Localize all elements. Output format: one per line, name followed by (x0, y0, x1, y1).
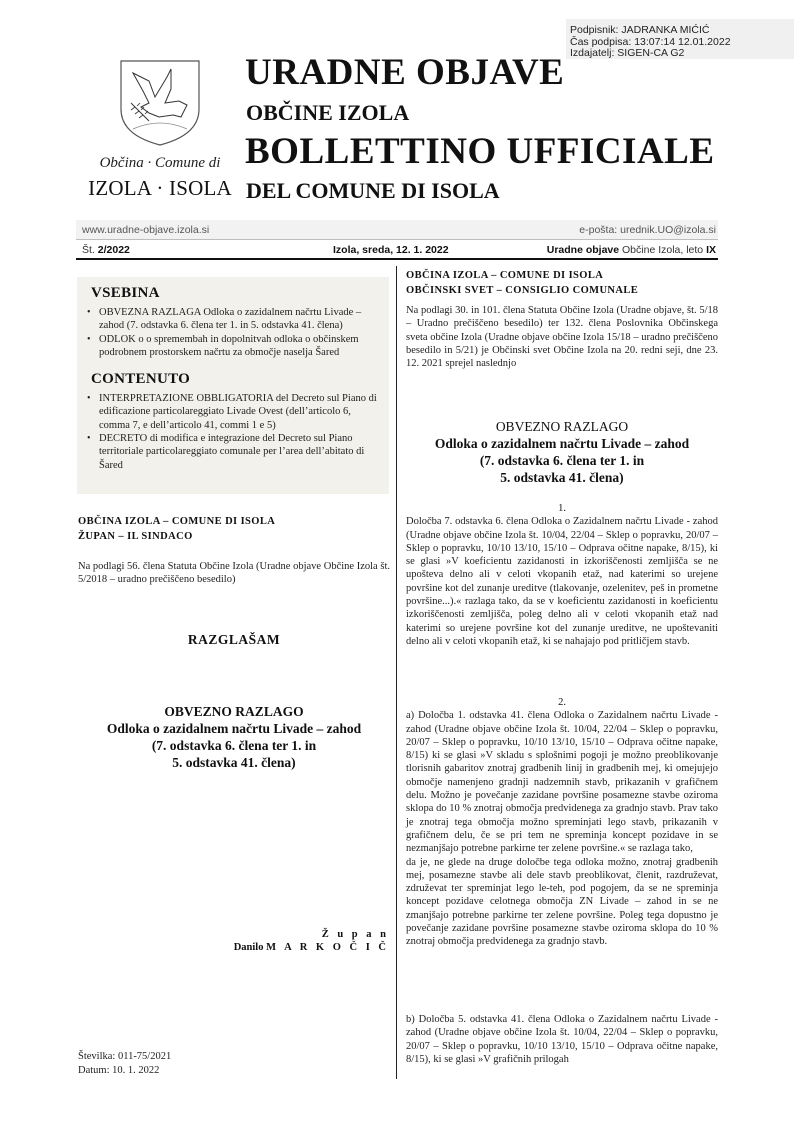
toc-item[interactable]: • INTERPRETAZIONE OBBLIGATORIA del Decreto sul Piano di edificazione particolareggiato Livade Ovest (dell’articolo 6, comma 7, e dell’articolo 41, commi 1 e 5) (85, 392, 381, 432)
publication-info (547, 244, 716, 256)
issuer-role: ŽUPAN – IL SINDACO (78, 531, 193, 542)
municipality-name-line2: IZOLA · ISOLA (88, 176, 232, 200)
document-title: OBVEZNO RAZLAGO Odloka o zazidalnem načrtu Livade – zahod (7. odstavka 6. člena ter 1. in 5. odstavka 41. člena) (106, 704, 362, 770)
mayor-section-header (78, 514, 390, 544)
issuer-line: OBČINA IZOLA – COMUNE DI ISOLA (78, 516, 276, 527)
issue-place-date: Izola, sreda, 12. 1. 2022 (333, 244, 449, 256)
issue-number: 2/2022 (97, 244, 130, 256)
document-title: OBVEZNO RAZLAGO Odloka o zazidalnem načrtu Livade – zahod (7. odstavka 6. člena ter 1. in 5. odstavka 41. člena) (434, 419, 690, 485)
toc-item[interactable]: • DECRETO di modifica e integrazione del Decreto sul Piano territoriale particolareggiato comunale per l’area dell’abitato di Šared (85, 432, 381, 472)
legal-basis: Na podlagi 56. člena Statuta Občine Izola (Uradne objave Občine Izola št. 5/2018 – uradno prečiščeno besedilo) (78, 561, 390, 586)
article-number: 1. (558, 503, 566, 514)
masthead-subtitle-sl: OBČINE IZOLA (246, 100, 410, 125)
toc-heading-it: CONTENUTO (91, 371, 191, 388)
document-reference (78, 1050, 378, 1078)
document-number: Številka: 011-75/2021 (78, 1051, 172, 1062)
issuer-role: OBČINSKI SVET – CONSIGLIO COMUNALE (406, 285, 639, 296)
email-link[interactable]: e-pošta: urednik.UO@izola.si (579, 224, 716, 236)
masthead-title-it: BOLLETTINO UFFICIALE (245, 131, 715, 172)
publication-year: IX (706, 244, 716, 256)
toc-list-it (85, 392, 381, 472)
toc-item[interactable]: • OBVEZNA RAZLAGA Odloka o zazidalnem načrtu Livade – zahod (7. odstavka 6. člena ter 1. in 5. odstavka 41. člena) (85, 306, 381, 333)
signature-signer: Podpisnik: JADRANKA MIĆIĆ (570, 24, 710, 36)
article-text-a: a) Določba 1. odstavka 41. člena Odloka o Zazidalnem načrtu Livade - zahod (Uradne objave občine Izola št. 10/04, 22/04 – Sklep o popravku, 20/07 – Sklep o popravku, 10/10 13/10, 15/10 – Odprava očitne napake, 8/15) ki se glasi »V skladu s splošnimi pogoji je možno preoblikovanje tlorisnih gabaritov znotraj gradbenih linij in gradbenih mej, ki omejujejo območje namenjeno gradnji nadzemnih stavb, prikazanih v grafičnem delu. Možno je povečanje zazidane površine posamezne stavbe oziroma sklopa do 10 % znotraj območja predvidenega za gradnjo stavb. Prav tako je znotraj tega območja možno spreminjati lego stavb, prikazanih v grafičnem delu, če se pri tem ne spreminja koncept pozidave in se nezmanjšajo potrebne parkirne ter zelene površine.« se razlaga tako, (406, 710, 718, 855)
website-bar (76, 220, 718, 240)
council-section-header (406, 268, 718, 298)
proclamation: RAZGLAŠAM (187, 632, 281, 647)
signer-name: Danilo M A R K O Č I Č (233, 942, 389, 953)
masthead-title-sl: URADNE OBJAVE (245, 52, 565, 93)
signature-time: Čas podpisa: 13:07:14 12.01.2022 (570, 35, 731, 48)
digital-signature-box (566, 19, 794, 59)
document-date: Datum: 10. 1. 2022 (78, 1065, 160, 1076)
signer-role: Ž u p a n (321, 929, 389, 940)
article-1 (406, 502, 718, 648)
toc-item[interactable]: • ODLOK o o spremembah in dopolnitvah odloka o občinskem podrobnem prostorskem načrtu za območje naselja Šared (85, 333, 381, 360)
signature-issuer: Izdajatelj: SIGEN-CA G2 (570, 47, 685, 59)
legal-basis: Na podlagi 30. in 101. člena Statuta Občine Izola (Uradne objave, št. 5/18 – Uradno prečiščeno besedilo) ter 132. člena Poslovnika Občinskega sveta občine Izola (Uradne objave občine Izola 15/18 – uradno prečiščeno besedilo in 5/21) je Občinski svet Občine Izola na 20. redni seji, dne 23. 12. 2021 sprejel naslednjo (406, 305, 718, 370)
issue-prefix: Št. (82, 244, 95, 256)
article-text-b: b) Določba 5. odstavka 41. člena Odloka o Zazidalnem načrtu Livade - zahod (Uradne objave občine Izola št. 10/04, 22/04 – Sklep o popravku, 20/07 – Sklep o popravku, 10/10 13/10, 15/10 – Odprava očitne napake, 8/15), ki se glasi »V grafičnih prilogah (406, 1014, 718, 1065)
table-of-contents (77, 277, 389, 494)
publication-rest: Občine Izola, leto (622, 244, 704, 256)
article-text-a-cont: da je, ne glede na druge določbe tega odloka možno, znotraj gradbenih mej, posamezne stavbe ali dele stavb preoblikovat, členit, razdruževat, združevat ter spreminjat lego le-teh, pod pogojem, da se ne spreminja koncept pozidave celotnega območja ZN Livade – zahod in se ne zmanjšajo potrebne parkirne ter zelene površine. Poleg tega dopustno je povečanje zazidane površine posamezne stavbe oziroma sklopa do 10 % znotraj območja predvidenega za gradnjo stavb. (406, 856, 718, 948)
issuer-line: OBČINA IZOLA – COMUNE DI ISOLA (406, 270, 604, 281)
dove-shield-emblem-icon (119, 59, 201, 147)
masthead-subtitle-it: DEL COMUNE DI ISOLA (246, 178, 500, 203)
issue-bar (76, 242, 718, 260)
toc-heading-sl: VSEBINA (91, 285, 160, 301)
article-2 (406, 696, 718, 949)
toc-list-sl (85, 306, 381, 359)
article-text: Določba 7. odstavka 6. člena Odloka o Zazidalnem načrtu Livade - zahod (Uradne objave občine Izola št. 10/04, 22/04 – Sklep o popravku, 20/07 – Sklep o popravku, 10/10 13/10, 15/10 – Odprava očitne napake, 8/15), ki se glasi »V koeficientu zazidanosti in izkoriščenosti zemljišča se ne upošteva delno ali v celoti vkopanih etaž, nad katerimi so urejene površine kot del zunanje ureditve (tlakovanje, ozelenitev, peš in prometne površine...).« razlaga tako, da se v koeficientu zazidanosti in koeficientu izkoriščenosti zemljišča, poleg delno ali v celoti vkopanih etaž nad katerimi so urejene površine kot del zunanje ureditve, ne upoštevaniti delno ali v celoti vkopanih etaž, ki se nahajajo pod pritličjem stavb. (406, 516, 718, 647)
municipality-name-line1: Občina · Comune di (99, 155, 221, 171)
publication-name: Uradne objave (546, 244, 620, 256)
article-number: 2. (558, 697, 566, 708)
signature-block (200, 928, 389, 954)
website-link[interactable]: www.uradne-objave.izola.si (82, 224, 210, 236)
column-divider (396, 266, 397, 1079)
